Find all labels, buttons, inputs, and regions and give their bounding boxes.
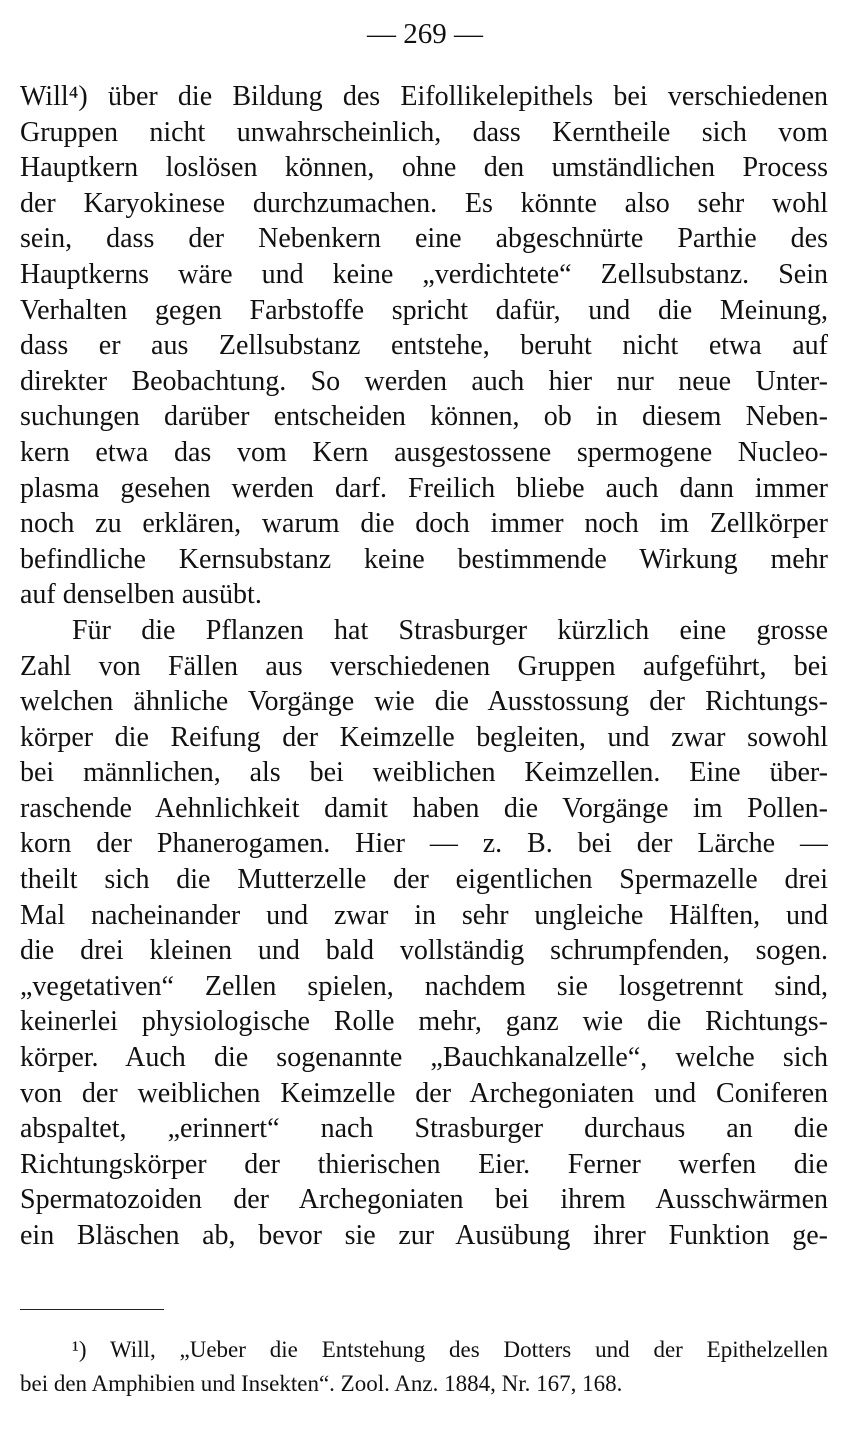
text-line: Richtungskörper der thierischen Eier. Ferner werfen die — [20, 1148, 828, 1180]
text-line: keinerlei physiologische Rolle mehr, ganz wie die Richtungs- — [20, 1006, 828, 1038]
text-line: der Karyokinese durchzumachen. Es könnte also sehr wohl — [20, 187, 828, 219]
text-line: Für die Pflanzen hat Strasburger kürzlich eine grosse — [72, 614, 828, 646]
text-line: noch zu erklären, warum die doch immer noch im Zellkörper — [20, 508, 828, 540]
text-line: von der weiblichen Keimzelle der Archegoniaten und Coniferen — [20, 1077, 828, 1109]
text-line: ein Bläschen ab, bevor sie zur Ausübung ihrer Funktion ge- — [20, 1220, 828, 1251]
text-line: korn der Phanerogamen. Hier — z. B. bei der Lärche — — [20, 828, 828, 860]
text-line: sein, dass der Nebenkern eine abgeschnürte Parthie des — [20, 223, 828, 255]
text-line: dass er aus Zellsubstanz entstehe, beruht nicht etwa auf — [20, 330, 828, 362]
text-line: Gruppen nicht unwahrscheinlich, dass Kerntheile sich vom — [20, 116, 828, 148]
text-line: theilt sich die Mutterzelle der eigentlichen Spermazelle drei — [20, 864, 828, 896]
text-line: Verhalten gegen Farbstoffe spricht dafür, und die Meinung, — [20, 294, 828, 326]
footnote — [20, 1333, 828, 1401]
page-number: — 269 — — [367, 18, 483, 50]
text-line: Mal nacheinander und zwar in sehr ungleiche Hälften, und — [20, 899, 828, 931]
footnote-line: bei den Amphibien und Insekten“. Zool. Anz. 1884, Nr. 167, 168. — [20, 1371, 623, 1396]
text-line: Zahl von Fällen aus verschiedenen Gruppen aufgeführt, bei — [20, 650, 828, 682]
text-line: welchen ähnliche Vorgänge wie die Ausstossung der Richtungs- — [20, 686, 828, 718]
footnote-line: ¹) Will, „Ueber die Entstehung des Dotters und der Epithelzellen — [72, 1337, 828, 1362]
text-line: „vegetativen“ Zellen spielen, nachdem sie losgetrennt sind, — [20, 970, 828, 1002]
text-line: bei männlichen, als bei weiblichen Keimzellen. Eine über- — [20, 757, 828, 789]
text-line: plasma gesehen werden darf. Freilich bliebe auch dann immer — [20, 472, 828, 504]
text-line: suchungen darüber entscheiden können, ob in diesem Neben- — [20, 401, 828, 433]
text-line: körper die Reifung der Keimzelle begleiten, und zwar sowohl — [20, 721, 828, 753]
text-line: die drei kleinen und bald vollständig schrumpfenden, sogen. — [20, 935, 828, 967]
body-text — [20, 79, 828, 1254]
text-line: direkter Beobachtung. So werden auch hier nur neue Unter- — [20, 365, 828, 397]
footnote-divider — [20, 1309, 164, 1310]
text-line: körper. Auch die sogenannte „Bauchkanalzelle“, welche sich — [20, 1042, 828, 1074]
text-line: abspaltet, „erinnert“ nach Strasburger durchaus an die — [20, 1113, 828, 1145]
text-line: Hauptkerns wäre und keine „verdichtete“ Zellsubstanz. Sein — [20, 258, 828, 290]
text-line: auf denselben ausübt. — [20, 579, 262, 611]
text-line: Hauptkern loslösen können, ohne den umständlichen Process — [20, 152, 828, 184]
text-line: Will⁴) über die Bildung des Eifollikelepithels bei verschiedenen — [20, 81, 828, 112]
text-line: raschende Aehnlichkeit damit haben die Vorgänge im Pollen- — [20, 792, 828, 824]
text-line: befindliche Kernsubstanz keine bestimmende Wirkung mehr — [20, 543, 828, 575]
text-line: kern etwa das vom Kern ausgestossene spermogene Nucleo- — [20, 436, 828, 468]
text-line: Spermatozoiden der Archegoniaten bei ihrem Ausschwärmen — [20, 1184, 828, 1216]
